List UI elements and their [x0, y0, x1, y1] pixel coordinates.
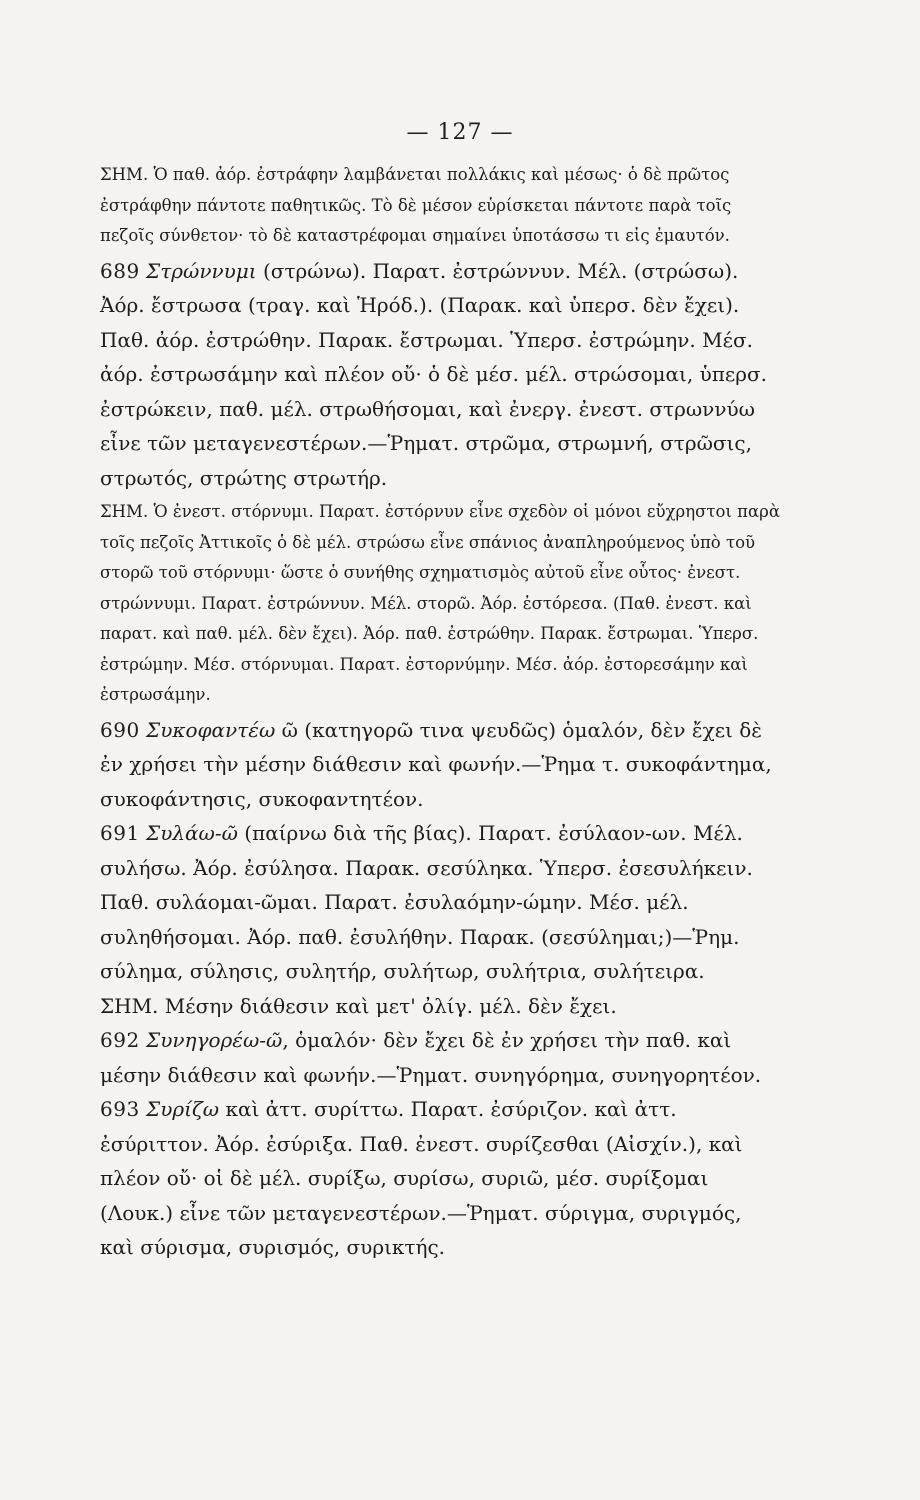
note-689	[100, 497, 780, 711]
entry-text: (παίρνω διὰ τῆς βίας). Παρατ. ἐσύλαον-ων. Μέλ. συλήσω. Ἀόρ. ἐσύλησα. Παρακ. σεσύληκα. Ὑπερσ. ἐσεσυλήκειν.	[100, 821, 753, 880]
entry-text: καὶ ἀττ. συρίττω. Παρατ. ἐσύριζον. καὶ ἀττ. ἐσύριττον. Ἀόρ. ἐσύριξα. Παθ. ἐνεστ. συρίζεσθαι (Αἰσχίν.), καὶ πλέον οὔ· οἱ δὲ μέλ. συρίξω, συρίσω, συριῶ, μέσ. συρίξομαι (Λουκ.) εἶνε τῶν μεταγενεστέρων.—Ῥηματ. σύριγμα, συριγμός, καὶ σύρισμα, συρισμός, συρικτής.	[100, 1097, 743, 1259]
headword: Συρίζω	[146, 1097, 220, 1121]
body-text	[100, 160, 780, 1265]
entry-text: ῶ (κατηγορῶ τινα ψευδῶς) ὁμαλόν, δὲν ἔχει δὲ ἐν χρήσει τὴν μέσην διάθεσιν καὶ φωνήν.—Ῥημα τ. συκοφάντημα, συκοφάντησις, συκοφαντητέον.	[100, 717, 772, 811]
entry-690	[100, 713, 780, 817]
headword: Συνηγορέω-ῶ	[146, 1028, 283, 1052]
headword: Συκοφαντέω	[146, 717, 276, 742]
note-aorist	[100, 160, 780, 252]
entry-692	[100, 1023, 780, 1092]
note-691	[100, 989, 780, 1024]
headword: Στρώννυμι	[146, 258, 257, 283]
note-text: ΣΗΜ. Ὁ ἐνεστ. στόρνυμι. Παρατ. ἐστόρνυν εἶνε σχεδὸν οἱ μόνοι εὔχρηστοι παρὰ τοῖς πεζοῖς Ἀττικοῖς ὁ δὲ μέλ. στρώσω εἶνε σπάνιος ἀναπληρούμενος ὑπὸ τοῦ στορῶ τοῦ στόρνυμι· ὥστε ὁ συνήθης σχηματισμὸς αὐτοῦ εἶνε οὗτος· ἐνεστ. στρώννυμι. Παρατ. ἐστρώννυν. Μέλ. στορῶ. Ἀόρ. ἐστόρεσα. (Παθ. ἐνεστ. καὶ παρατ. καὶ παθ. μέλ. δὲν ἔχει). Ἀόρ. παθ. ἐστρώθην. Παρακ. ἔστρωμαι. Ὑπερσ. ἐστρώμην. Μέσ. στόρνυμαι. Παρατ. ἐστορνύμην. Μέσ. ἀόρ. ἐστορεσάμην καὶ ἐστρωσάμην.	[100, 502, 780, 704]
entry-number: 689	[100, 258, 140, 283]
entry-689-passive	[100, 323, 780, 496]
entry-number: 691	[100, 821, 140, 845]
entry-691	[100, 816, 780, 885]
headword: Συλάω-ῶ	[146, 821, 238, 845]
entry-693	[100, 1092, 780, 1265]
page-number: — 127 —	[406, 120, 514, 145]
entry-text: Παθ. συλάομαι-ῶμαι. Παρατ. ἐσυλαόμην-ώμην. Μέσ. μέλ. συληθήσομαι. Ἀόρ. παθ. ἐσυλήθην. Παρακ. (σεσύλημαι;)—Ῥημ. σύλημα, σύλησις, συλητήρ, συλήτωρ, συλήτρια, συλήτειρα.	[100, 890, 740, 983]
note-aorist-text: ΣΗΜ. Ὁ παθ. ἀόρ. ἐστράφην λαμβάνεται πολλάκις καὶ μέσως· ὁ δὲ πρῶτος ἐστράφθην πάντοτε παθητικῶς. Τὸ δὲ μέσον εὑρίσκεται πάντοτε παρὰ τοῖς πεζοῖς σύνθετον· τὸ δὲ καταστρέφομαι σημαίνει ὑποτάσσω τι εἰς ἐμαυτόν.	[100, 165, 732, 245]
entry-text: (στρώνω). Παρατ. ἐστρώννυν. Μέλ. (στρώσω). Ἀόρ. ἔστρωσα (τραγ. καὶ Ἡρόδ.). (Παρακ. καὶ ὑπερσ. δὲν ἔχει).	[100, 258, 740, 317]
entry-number: 692	[100, 1028, 140, 1052]
entry-text: Παθ. ἀόρ. ἐστρώθην. Παρακ. ἔστρωμαι. Ὑπερσ. ἐστρώμην. Μέσ. ἀόρ. ἐστρωσάμην καὶ πλέον οὔ· ὁ δὲ μέσ. μέλ. στρώσομαι, ὑπερσ. ἐστρώκειν, παθ. μέλ. στρωθήσομαι, καὶ ἐνεργ. ἐνεστ. στρωννύω εἶνε τῶν μεταγενεστέρων.—Ῥηματ. στρῶμα, στρωμνή, στρῶσις, στρωτός, στρώτης στρωτήρ.	[100, 327, 768, 490]
entry-number: 693	[100, 1097, 140, 1121]
entry-691-passive	[100, 885, 780, 989]
entry-689	[100, 254, 780, 323]
entry-text: , ὁμαλόν· δὲν ἔχει δὲ ἐν χρήσει τὴν παθ. καὶ μέσην διάθεσιν καὶ φωνήν.—Ῥηματ. συνηγόρημα, συνηγορητέον.	[100, 1028, 762, 1087]
entry-number: 690	[100, 717, 140, 742]
note-text: ΣΗΜ. Μέσην διάθεσιν καὶ μετ' ὀλίγ. μέλ. δὲν ἔχει.	[100, 993, 617, 1018]
